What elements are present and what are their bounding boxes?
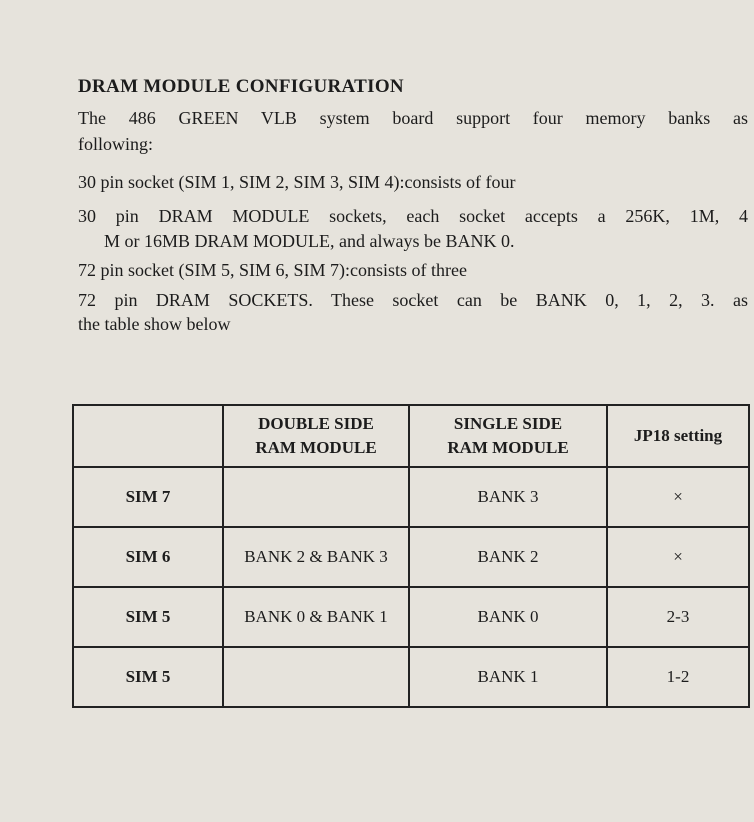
table-header-row	[73, 405, 749, 467]
paragraph-line: M or 16MB DRAM MODULE, and always be BANK 0.	[104, 231, 515, 251]
row-sim-label: SIM 7	[73, 467, 223, 527]
dram-config-table	[72, 404, 750, 708]
row-double-side: BANK 2 & BANK 3	[223, 527, 409, 587]
row-jp18: ×	[607, 527, 749, 587]
row-single-side: BANK 0	[409, 587, 607, 647]
table-row	[73, 647, 749, 707]
table-row	[73, 467, 749, 527]
paragraph-line: 72 pin DRAM SOCKETS. These socket can be BANK 0, 1, 2, 3. as	[78, 290, 748, 310]
header-single-line1: SINGLE SIDE	[453, 414, 563, 433]
header-double-line1: DOUBLE SIDE	[258, 414, 374, 433]
header-blank-cell	[73, 405, 223, 467]
row-sim-label: SIM 6	[73, 527, 223, 587]
header-single-line2: RAM MODULE	[447, 438, 569, 457]
header-jp18: JP18 setting	[607, 405, 749, 467]
paragraph-line: the table show below	[78, 314, 231, 334]
row-sim-label: SIM 5	[73, 647, 223, 707]
row-sim-label: SIM 5	[73, 587, 223, 647]
table-row	[73, 527, 749, 587]
paragraph-line: following:	[78, 134, 153, 154]
row-double-side: BANK 0 & BANK 1	[223, 587, 409, 647]
row-single-side: BANK 3	[409, 467, 607, 527]
table-row	[73, 587, 749, 647]
section-heading: DRAM MODULE CONFIGURATION	[78, 76, 404, 97]
paragraph-line: The 486 GREEN VLB system board support four memory banks as	[78, 108, 748, 128]
row-jp18: ×	[607, 467, 749, 527]
paragraph-line: 30 pin socket (SIM 1, SIM 2, SIM 3, SIM 4):consists of four	[78, 172, 516, 192]
paragraph-line: 30 pin DRAM MODULE sockets, each socket accepts a 256K, 1M, 4	[78, 206, 748, 226]
header-single-side	[409, 405, 607, 467]
row-single-side: BANK 2	[409, 527, 607, 587]
row-single-side: BANK 1	[409, 647, 607, 707]
row-jp18: 2-3	[607, 587, 749, 647]
row-double-side	[223, 467, 409, 527]
header-double-side	[223, 405, 409, 467]
row-jp18: 1-2	[607, 647, 749, 707]
row-double-side	[223, 647, 409, 707]
paragraph-line: 72 pin socket (SIM 5, SIM 6, SIM 7):consists of three	[78, 260, 467, 280]
header-double-line2: RAM MODULE	[255, 438, 377, 457]
